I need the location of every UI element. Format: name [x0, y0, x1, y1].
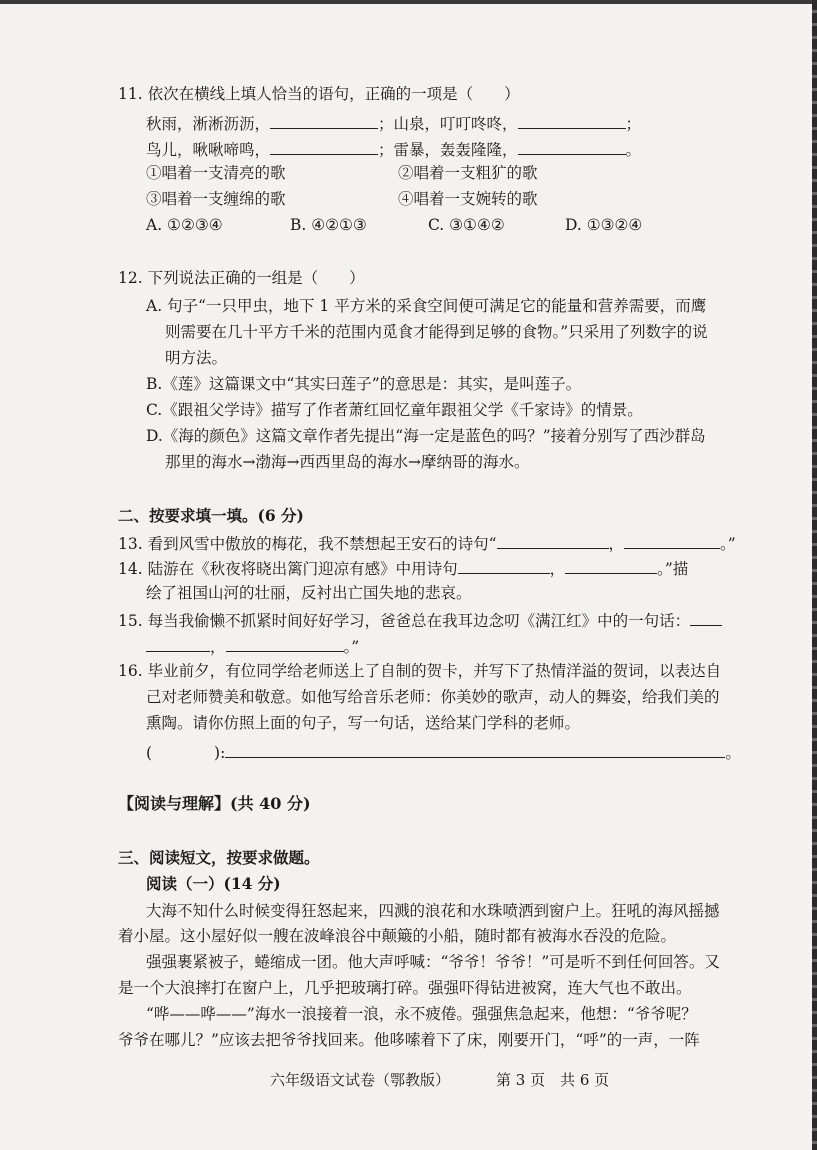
q15-blank-1a[interactable] — [690, 609, 722, 626]
q12-option-d-line2: 那里的海水→渤海→西西里岛的海水→摩纳哥的海水。 — [165, 453, 530, 471]
q15-line2 — [146, 635, 359, 657]
q15-blank-2[interactable] — [226, 635, 344, 652]
q12-option-c[interactable]: C.《跟祖父学诗》描写了作者萧红回忆童年跟祖父学《千家诗》的情景。 — [146, 401, 643, 419]
q13-text: 13. 看到风雪中傲放的梅花，我不禁想起王安石的诗句“ — [118, 535, 497, 553]
q13-blank-1[interactable] — [497, 532, 609, 549]
q16-answer-blank[interactable] — [225, 741, 725, 758]
passage-line: 大海不知什么时候变得狂怒起来，四溅的浪花和水珠喷洒到窗户上。狂吼的海风摇撼 — [146, 902, 720, 920]
q13-comma: ， — [608, 535, 625, 553]
q12-stem: 12. 下列说法正确的一组是（ ） — [118, 269, 365, 287]
q15-comma: ， — [210, 638, 226, 656]
q11-option-2: ②唱着一支粗犷的歌 — [398, 164, 538, 182]
q11-blank-3[interactable] — [270, 138, 378, 155]
q16-line3: 熏陶。请你仿照上面的句子，写一句话，送给某门学科的老师。 — [146, 714, 581, 732]
q11-choice-c[interactable]: C. ③①④② — [428, 216, 505, 234]
q11-row1-text-b: ；山泉，叮叮咚咚， — [378, 115, 518, 133]
q11-stem: 11. 依次在横线上填人恰当的语句，正确的一项是（ ） — [118, 85, 520, 103]
q11-option-1: ①唱着一支清亮的歌 — [146, 164, 286, 182]
q16-subject-paren[interactable]: ( ): — [146, 744, 226, 762]
section-3-title: 三、阅读短文，按要求做题。 — [118, 848, 320, 867]
q11-blank-4[interactable] — [518, 138, 626, 155]
q12-option-a-line2: 则需要在几十平方千米的范围内觅食才能得到足够的食物。”只采用了列数字的说 — [165, 323, 708, 341]
q11-row1-text-a: 秋雨，淅淅沥沥， — [146, 115, 271, 133]
q16-line2: 己对老师赞美和敬意。如他写给音乐老师：你美妙的歌声，动人的舞姿，给我们美的 — [146, 688, 720, 706]
q16-line1: 16. 毕业前夕，有位同学给老师送上了自制的贺卡，并写下了热情洋溢的贺词，以表达自 — [118, 662, 722, 680]
q11-row2-text-b: ；雷暴，轰轰隆隆， — [378, 141, 518, 159]
q16-end: 。 — [725, 744, 741, 762]
q12-option-d-line1[interactable]: D.《海的颜色》这篇文章作者先提出“海一定是蓝色的吗？”接着分别写了西沙群岛 — [146, 427, 706, 445]
q15-end: 。” — [343, 638, 360, 656]
q14-text: 14. 陆游在《秋夜将晓出篱门迎凉有感》中用诗句 — [118, 560, 458, 578]
passage-line: “哗——哗——”海水一浪接着一浪，永不疲倦。强强焦急起来，他想：“爷爷呢？ — [146, 1005, 697, 1023]
scan-edge-top — [0, 0, 817, 4]
q14-comma: ， — [549, 560, 566, 578]
q11-choice-a[interactable]: A. ①②③④ — [146, 216, 223, 234]
q11-choice-b[interactable]: B. ④②①③ — [290, 216, 367, 234]
q11-row2-text-a: 鸟儿，啾啾啼鸣， — [146, 141, 271, 159]
q14-blank-2[interactable] — [565, 557, 657, 574]
q13-blank-2[interactable] — [624, 532, 720, 549]
q11-blank-2[interactable] — [518, 112, 626, 129]
q12-option-b[interactable]: B.《莲》这篇课文中“其实曰莲子”的意思是：其实，是叫莲子。 — [146, 375, 582, 393]
q11-row1 — [146, 112, 641, 134]
footer-exam-title: 六年级语文试卷（鄂教版） — [270, 1071, 451, 1089]
passage-line: 着小屋。这小屋好似一艘在波峰浪谷中颠簸的小船，随时都有被海水吞没的危险。 — [118, 927, 677, 945]
q11-option-3: ③唱着一支缠绵的歌 — [146, 190, 286, 208]
q13-end: 。” — [720, 535, 736, 553]
q11-option-4: ④唱着一支婉转的歌 — [398, 190, 538, 208]
q14-line2: 绘了祖国山河的壮丽，反衬出亡国失地的悲哀。 — [146, 584, 472, 602]
q13 — [118, 532, 736, 554]
q11-choice-d[interactable]: D. ①③②④ — [565, 216, 643, 234]
q15-blank-1b[interactable] — [146, 635, 210, 652]
q14 — [118, 557, 688, 579]
q11-blank-1[interactable] — [270, 112, 378, 129]
passage-line: 是一个大浪摔打在窗户上，几乎把玻璃打碎。强强吓得钻进被窝，连大气也不敢出。 — [118, 979, 692, 997]
footer-page-number: 第 3 页 共 6 页 — [496, 1071, 610, 1089]
q11-row2-text-c: 。 — [625, 141, 642, 159]
section-2-title: 二、按要求填一填。(6 分) — [118, 506, 304, 525]
q15-text: 15. 每当我偷懒不抓紧时间好好学习，爸爸总在我耳边念叨《满江红》中的一句话： — [118, 612, 691, 630]
q11-row2 — [146, 138, 641, 160]
passage-line: 爷爷在哪儿？”应该去把爷爷找回来。他哆嗦着下了床，刚要开门，“呼”的一声，一阵 — [118, 1031, 700, 1049]
q15 — [118, 609, 722, 631]
scan-edge-right — [812, 0, 817, 1150]
reading-section-header: 【阅读与理解】(共 40 分) — [118, 794, 311, 813]
q16-answer-line — [146, 741, 741, 763]
reading-1-title: 阅读（一）(14 分) — [146, 874, 281, 893]
q12-option-a-line3: 明方法。 — [165, 349, 228, 367]
q11-row1-text-c: ； — [625, 115, 642, 133]
q14-blank-1[interactable] — [458, 557, 550, 574]
q12-option-a-line1[interactable]: A. 句子“一只甲虫，地下 1 平方米的采食空间便可满足它的能量和营养需要，而鹰 — [146, 297, 707, 315]
passage-line: 强强裹紧被子，蜷缩成一团。他大声呼喊：“爷爷！爷爷！”可是听不到任何回答。又 — [146, 953, 720, 971]
q14-end: 。”描 — [657, 560, 689, 578]
